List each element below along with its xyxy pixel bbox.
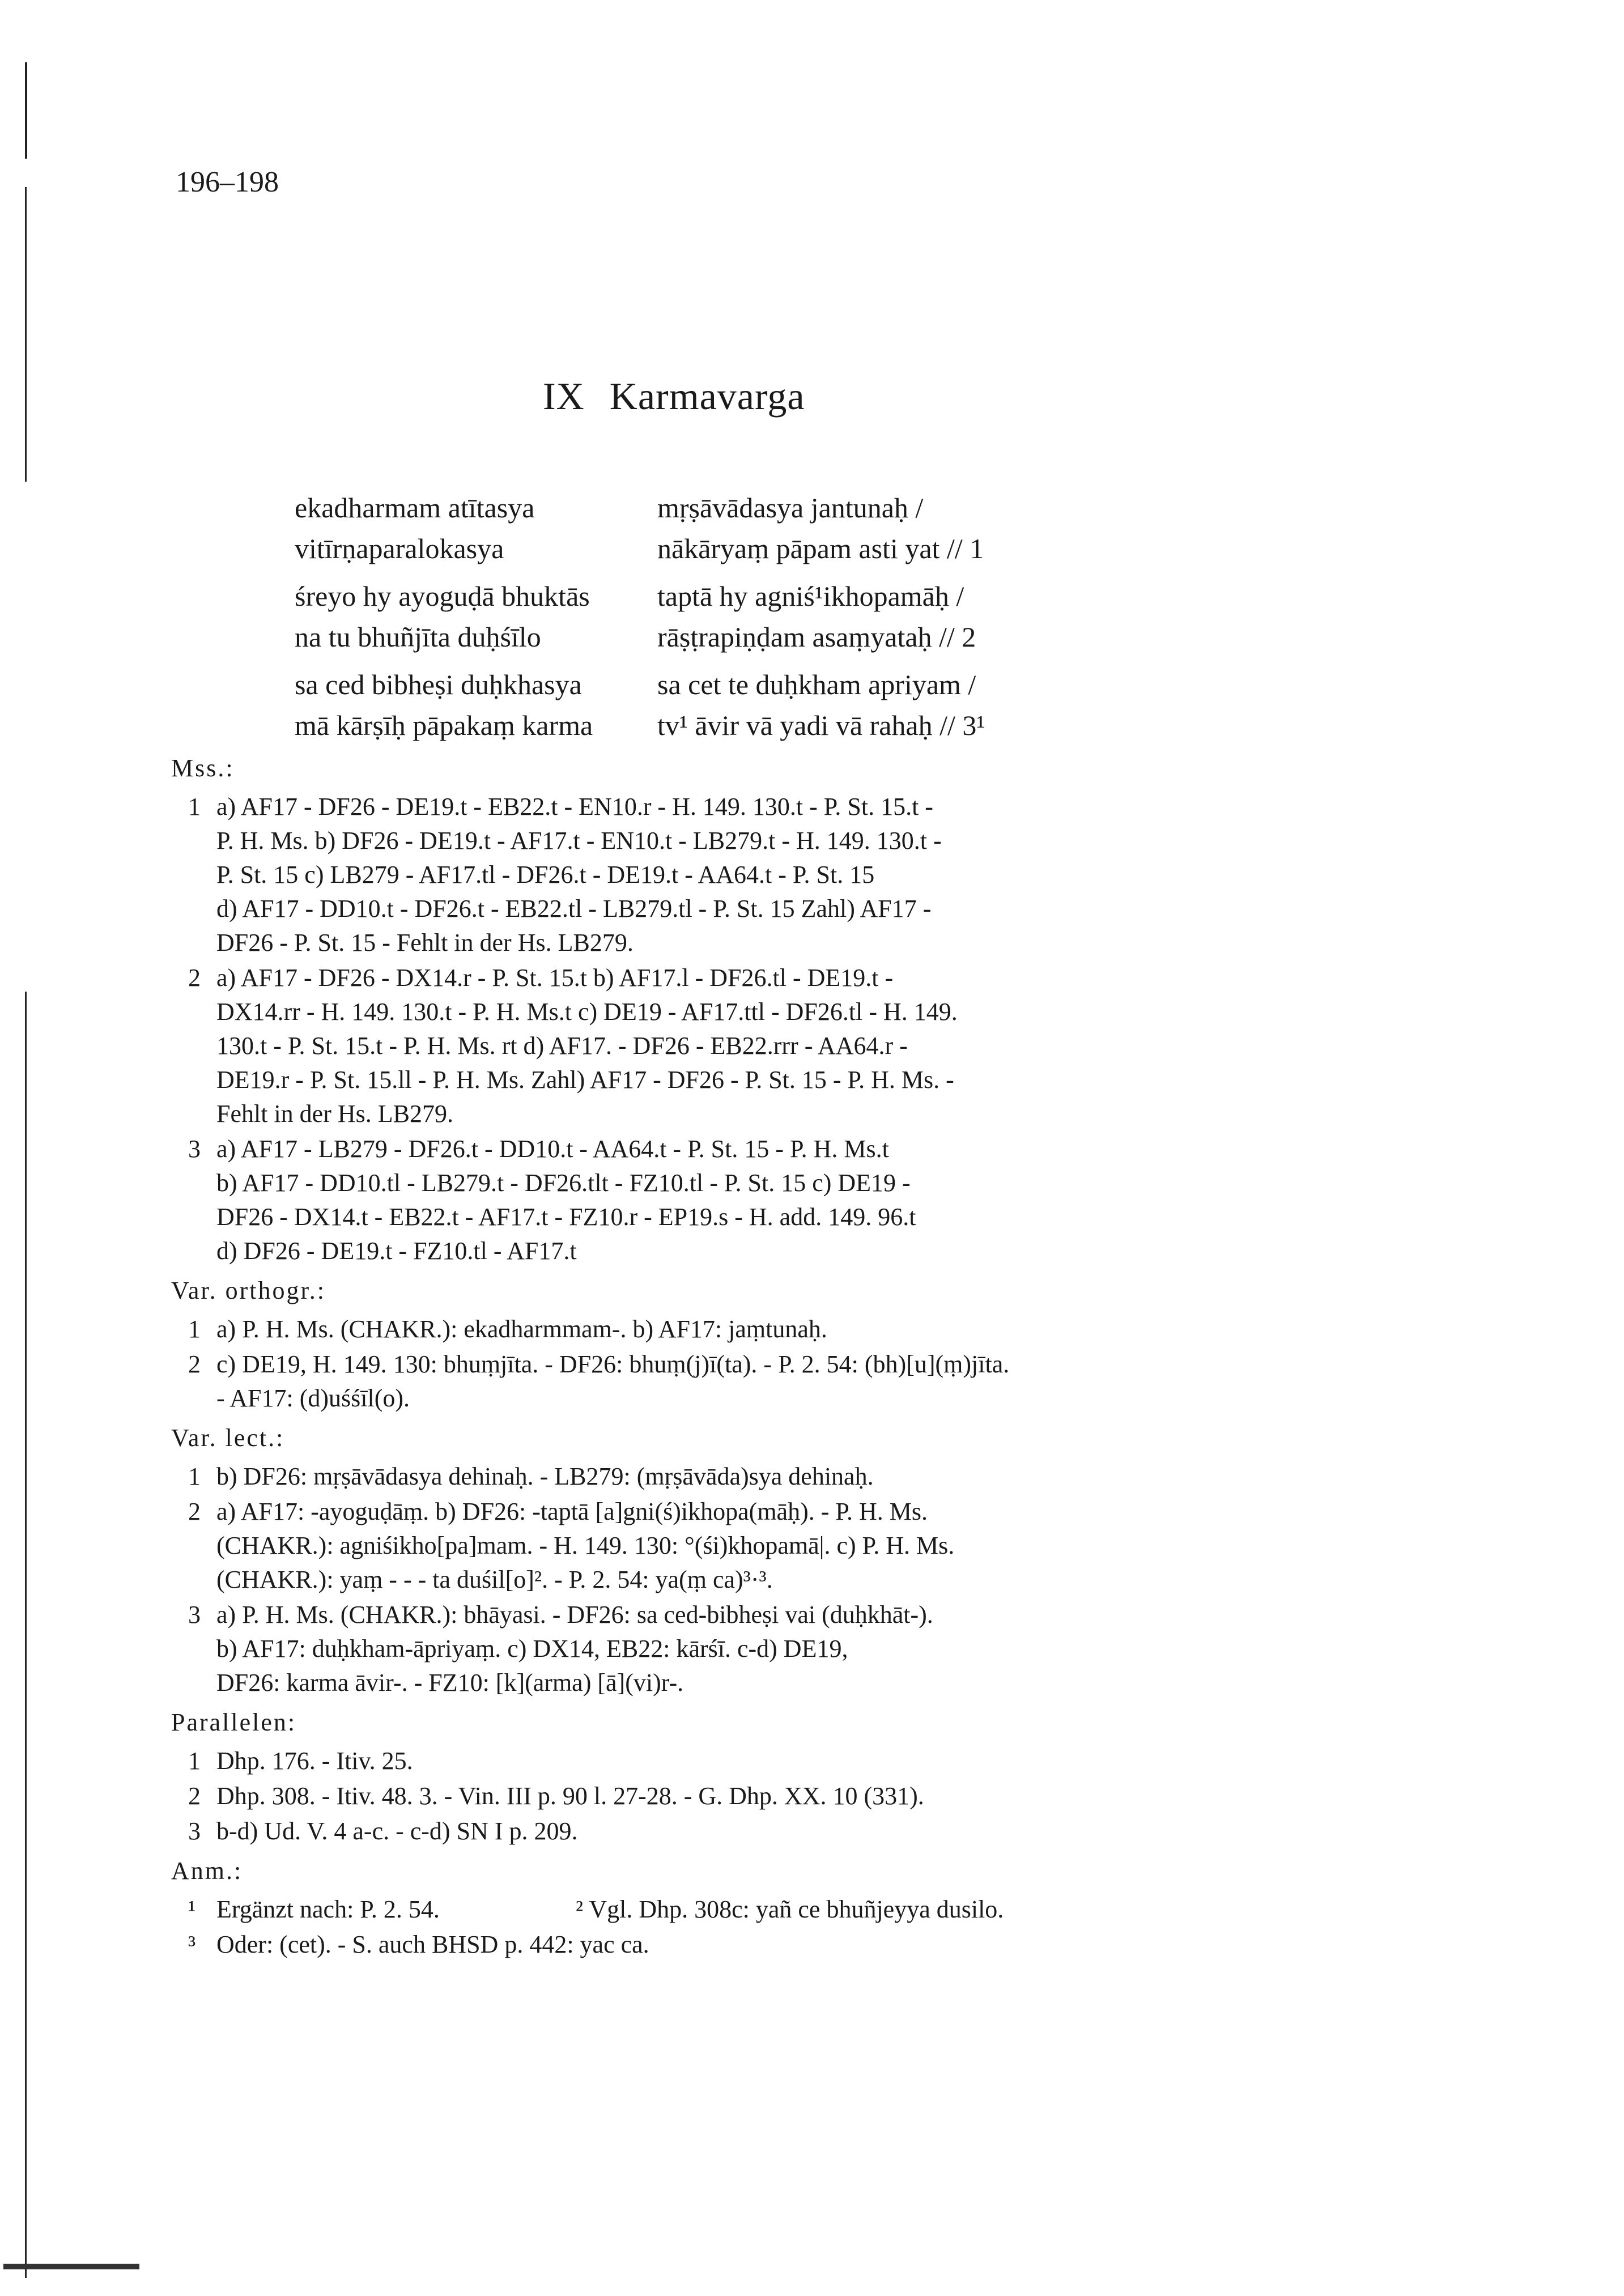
scan-margin-line	[25, 62, 27, 159]
verse-pada-a: na tu bhuñjīta duḥśīlo	[295, 621, 541, 653]
verse-pada-b: tv¹ āvir vā yadi vā rahaḥ // 3¹	[657, 709, 985, 741]
entry-line: (CHAKR.): yaṃ - - - ta duśil[o]². - P. 2. 54: ya(ṃ ca)³·³.	[216, 1566, 773, 1593]
var-orthogr-entry	[171, 1347, 1248, 1415]
verse-pada-b: taptā hy agniś¹ikhopamāḥ /	[657, 580, 964, 612]
verse-2	[295, 576, 1428, 657]
verse-1	[295, 487, 1428, 569]
entry-line: DF26 - DX14.t - EB22.t - AF17.t - FZ10.r - EP19.s - H. add. 149. 96.t	[216, 1203, 916, 1231]
entry-number: 3	[188, 1601, 201, 1629]
verse-pada-b: rāṣṭrapiṇḍam asaṃyataḥ // 2	[657, 621, 976, 653]
section-heading-var-lect: Var. lect.:	[171, 1424, 285, 1452]
parallel-entry	[171, 1744, 1248, 1778]
entry-line: Fehlt in der Hs. LB279.	[216, 1100, 453, 1128]
entry-line: P. H. Ms. b) DF26 - DE19.t - AF17.t - EN10.t - LB279.t - H. 149. 130.t -	[216, 827, 942, 854]
footnote-line	[216, 1893, 1248, 1927]
var-lect-entry	[171, 1495, 1248, 1597]
mss-entry	[171, 1132, 1248, 1268]
entry-line: DE19.r - P. St. 15.ll - P. H. Ms. Zahl) AF17 - DF26 - P. St. 15 - P. H. Ms. -	[216, 1066, 954, 1094]
entry-line: a) P. H. Ms. (CHAKR.): bhāyasi. - DF26: sa ced-bibheṣi vai (duḥkhāt-).	[216, 1601, 933, 1629]
verse-line	[295, 487, 1428, 528]
verse-block	[295, 487, 1428, 752]
section-heading-parallelen: Parallelen:	[171, 1708, 297, 1736]
entry-line: a) P. H. Ms. (CHAKR.): ekadharmmam-. b) AF17: jaṃtunaḥ.	[216, 1315, 827, 1343]
verse-pada-b: nākāryaṃ pāpam asti yat // 1	[657, 533, 984, 564]
verse-line	[295, 616, 1428, 657]
section-heading-mss: Mss.:	[171, 754, 235, 782]
entry-line: a) AF17: -ayoguḍāṃ. b) DF26: -taptā [a]gni(ś)ikhopa(māḥ). - P. H. Ms.	[216, 1498, 928, 1525]
var-lect-entry	[171, 1460, 1248, 1494]
entry-line: b-d) Ud. V. 4 a-c. - c-d) SN I p. 209.	[216, 1817, 578, 1845]
footnote-number: ¹	[188, 1895, 196, 1923]
entry-line: Dhp. 308. - Itiv. 48. 3. - Vin. III p. 90 l. 27-28. - G. Dhp. XX. 10 (331).	[216, 1782, 924, 1810]
verse-line	[295, 528, 1428, 569]
mss-entry	[171, 961, 1248, 1131]
entry-line: d) DF26 - DE19.t - FZ10.tl - AF17.t	[216, 1237, 577, 1265]
entry-line: DF26 - P. St. 15 - Fehlt in der Hs. LB279.	[216, 929, 634, 956]
parallel-entry	[171, 1814, 1248, 1848]
entry-line: Dhp. 176. - Itiv. 25.	[216, 1747, 413, 1775]
parallel-entry	[171, 1779, 1248, 1813]
verse-pada-a: śreyo hy ayoguḍā bhuktās	[295, 580, 590, 612]
entry-number: 2	[188, 1350, 201, 1378]
entry-number: 2	[188, 964, 201, 992]
entry-line: d) AF17 - DD10.t - DF26.t - EB22.tl - LB279.tl - P. St. 15 Zahl) AF17 -	[216, 895, 932, 922]
entry-line: DX14.rr - H. 149. 130.t - P. H. Ms.t c) DE19 - AF17.ttl - DF26.tl - H. 149.	[216, 998, 958, 1026]
footnote-number: ³	[188, 1931, 196, 1958]
chapter-title	[543, 375, 805, 418]
entry-line: a) AF17 - DF26 - DX14.r - P. St. 15.t b) AF17.l - DF26.tl - DE19.t -	[216, 964, 894, 992]
entry-line: (CHAKR.): agniśikho[pa]mam. - H. 149. 130: °(śi)khopamā|. c) P. H. Ms.	[216, 1532, 955, 1559]
critical-apparatus	[171, 746, 1248, 1963]
entry-line: c) DE19, H. 149. 130: bhuṃjīta. - DF26: bhuṃ(j)ī(ta). - P. 2. 54: (bh)[u](ṃ)jīta.	[216, 1350, 1010, 1378]
verse-pada-a: ekadharmam atītasya	[295, 492, 535, 524]
verse-pada-b: mṛṣāvādasya jantunaḥ /	[657, 492, 924, 524]
entry-number: 1	[188, 1747, 201, 1775]
entry-line: - AF17: (d)uśśīl(o).	[216, 1384, 410, 1412]
verse-pada-a: sa ced bibheṣi duḥkhasya	[295, 669, 582, 700]
verse-line	[295, 705, 1428, 746]
page-number: 196–198	[176, 166, 279, 198]
scan-margin-line	[25, 187, 27, 482]
footnote-text: Ergänzt nach: P. 2. 54.	[216, 1895, 440, 1923]
entry-line: a) AF17 - DF26 - DE19.t - EB22.t - EN10.r - H. 149. 130.t - P. St. 15.t -	[216, 793, 933, 820]
verse-pada-b: sa cet te duḥkham apriyam /	[657, 669, 976, 700]
section-heading-anm: Anm.:	[171, 1857, 243, 1885]
entry-number: 3	[188, 1817, 201, 1845]
scan-margin-mark	[3, 2264, 139, 2269]
footnote-text: Oder: (cet). - S. auch BHSD p. 442: yac ca.	[216, 1931, 649, 1958]
chapter-name: Karmavarga	[609, 375, 805, 418]
entry-number: 3	[188, 1135, 201, 1163]
footnote-text: Vgl. Dhp. 308c: yañ ce bhuñjeyya dusilo.	[589, 1895, 1004, 1923]
entry-number: 1	[188, 1462, 201, 1490]
entry-line: b) AF17 - DD10.tl - LB279.t - DF26.tlt - FZ10.tl - P. St. 15 c) DE19 -	[216, 1169, 911, 1197]
footnote-row	[171, 1893, 1248, 1927]
footnote-number: ²	[575, 1895, 584, 1923]
var-orthogr-entry	[171, 1312, 1248, 1346]
entry-line: a) AF17 - LB279 - DF26.t - DD10.t - AA64.t - P. St. 15 - P. H. Ms.t	[216, 1135, 889, 1163]
entry-number: 2	[188, 1782, 201, 1810]
entry-number: 1	[188, 793, 201, 820]
verse-line	[295, 576, 1428, 616]
entry-number: 2	[188, 1498, 201, 1525]
verse-3	[295, 664, 1428, 746]
entry-line: DF26: karma āvir-. - FZ10: [k](arma) [ā](vi)r-.	[216, 1669, 684, 1697]
verse-line	[295, 664, 1428, 705]
section-heading-var-orthogr: Var. orthogr.:	[171, 1277, 326, 1304]
mss-entry	[171, 790, 1248, 960]
footnote-row	[171, 1928, 1248, 1962]
entry-line: b) DF26: mṛṣāvādasya dehinaḥ. - LB279: (mṛṣāvāda)sya dehinaḥ.	[216, 1462, 874, 1490]
entry-line: 130.t - P. St. 15.t - P. H. Ms. rt d) AF17. - DF26 - EB22.rrr - AA64.r -	[216, 1032, 908, 1060]
verse-pada-a: vitīrṇaparalokasya	[295, 533, 504, 564]
verse-pada-a: mā kārṣīḥ pāpakaṃ karma	[295, 709, 593, 741]
entry-number: 1	[188, 1315, 201, 1343]
scan-margin-line	[25, 992, 27, 2278]
entry-line: b) AF17: duḥkham-āpriyaṃ. c) DX14, EB22: kārśī. c-d) DE19,	[216, 1635, 848, 1663]
var-lect-entry	[171, 1598, 1248, 1700]
chapter-number: IX	[543, 375, 585, 418]
entry-line: P. St. 15 c) LB279 - AF17.tl - DF26.t - DE19.t - AA64.t - P. St. 15	[216, 861, 875, 888]
